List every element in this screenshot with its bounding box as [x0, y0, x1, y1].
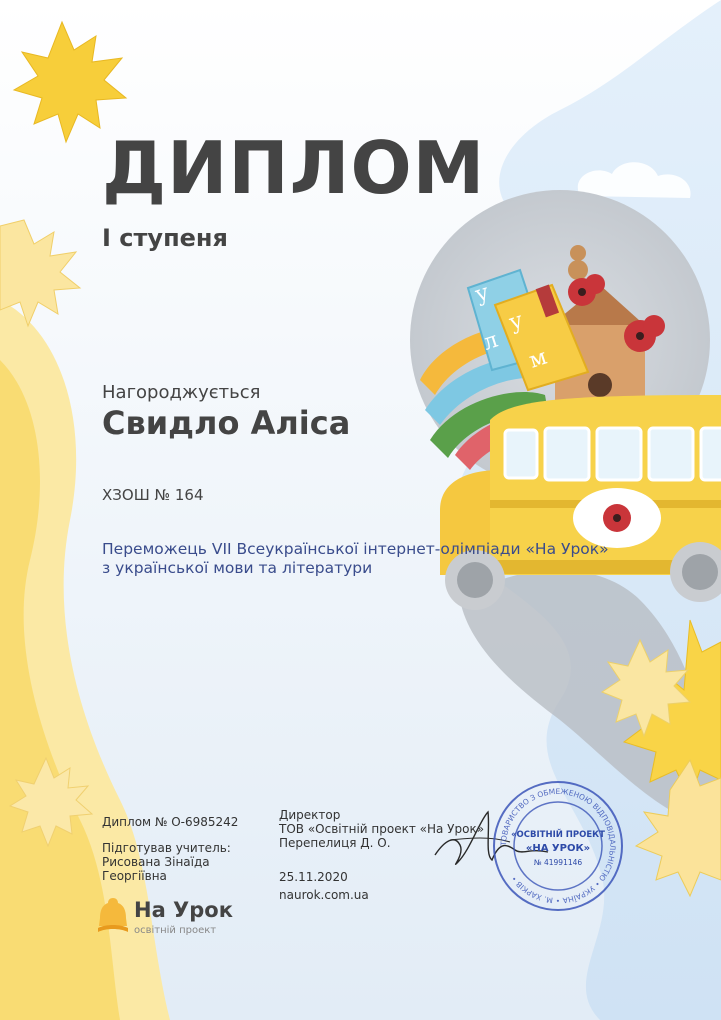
- seal-code: № 41991146: [533, 858, 583, 867]
- teacher-block: [102, 841, 272, 883]
- book-letter: у: [506, 307, 527, 336]
- diploma-number: Диплом № О-6985242: [102, 815, 239, 829]
- teacher-label: Підготував учитель:: [102, 841, 231, 855]
- seal-center-line: «ОСВІТНІЙ ПРОЕКТ: [511, 830, 605, 840]
- director-title: Директор: [279, 808, 341, 822]
- naurok-logo[interactable]: [96, 894, 236, 942]
- school-name: ХЗОШ № 164: [102, 486, 204, 504]
- bell-icon: [96, 896, 130, 936]
- awarded-label: Нагороджується: [102, 382, 261, 403]
- certificate-degree: І ступеня: [102, 224, 228, 252]
- issue-date: 25.11.2020: [279, 870, 348, 884]
- logo-name: На Урок: [134, 898, 233, 922]
- book-letter: у: [472, 279, 493, 308]
- book-letter: м: [526, 344, 551, 374]
- teacher-name: Рисована Зінаїда Георгіївна: [102, 855, 210, 883]
- director-name: Перепелиця Д. О.: [279, 836, 391, 850]
- company-seal: [491, 779, 625, 913]
- seal-ring-text: ТОВАРИСТВО З ОБМЕЖЕНОЮ ВІДПОВІДАЛЬНІСТЮ • УКРАЇНА • М. ХАРКІВ •: [498, 786, 618, 906]
- website-link[interactable]: naurok.com.ua: [279, 888, 369, 902]
- book-letter: л: [480, 327, 502, 356]
- achievement-line: з української мови та літератури: [102, 559, 373, 577]
- achievement-text: [102, 540, 662, 578]
- seal-center-line: «НА УРОК»: [525, 843, 591, 854]
- certificate-title: ДИПЛОМ: [102, 126, 486, 210]
- logo-tagline: освітній проект: [134, 925, 217, 936]
- achievement-line: Переможець VII Всеукраїнської інтернет-олімпіади «На Урок»: [102, 540, 609, 558]
- director-org: ТОВ «Освітній проект «На Урок»: [279, 822, 485, 836]
- recipient-name: Свидло Аліса: [102, 404, 351, 442]
